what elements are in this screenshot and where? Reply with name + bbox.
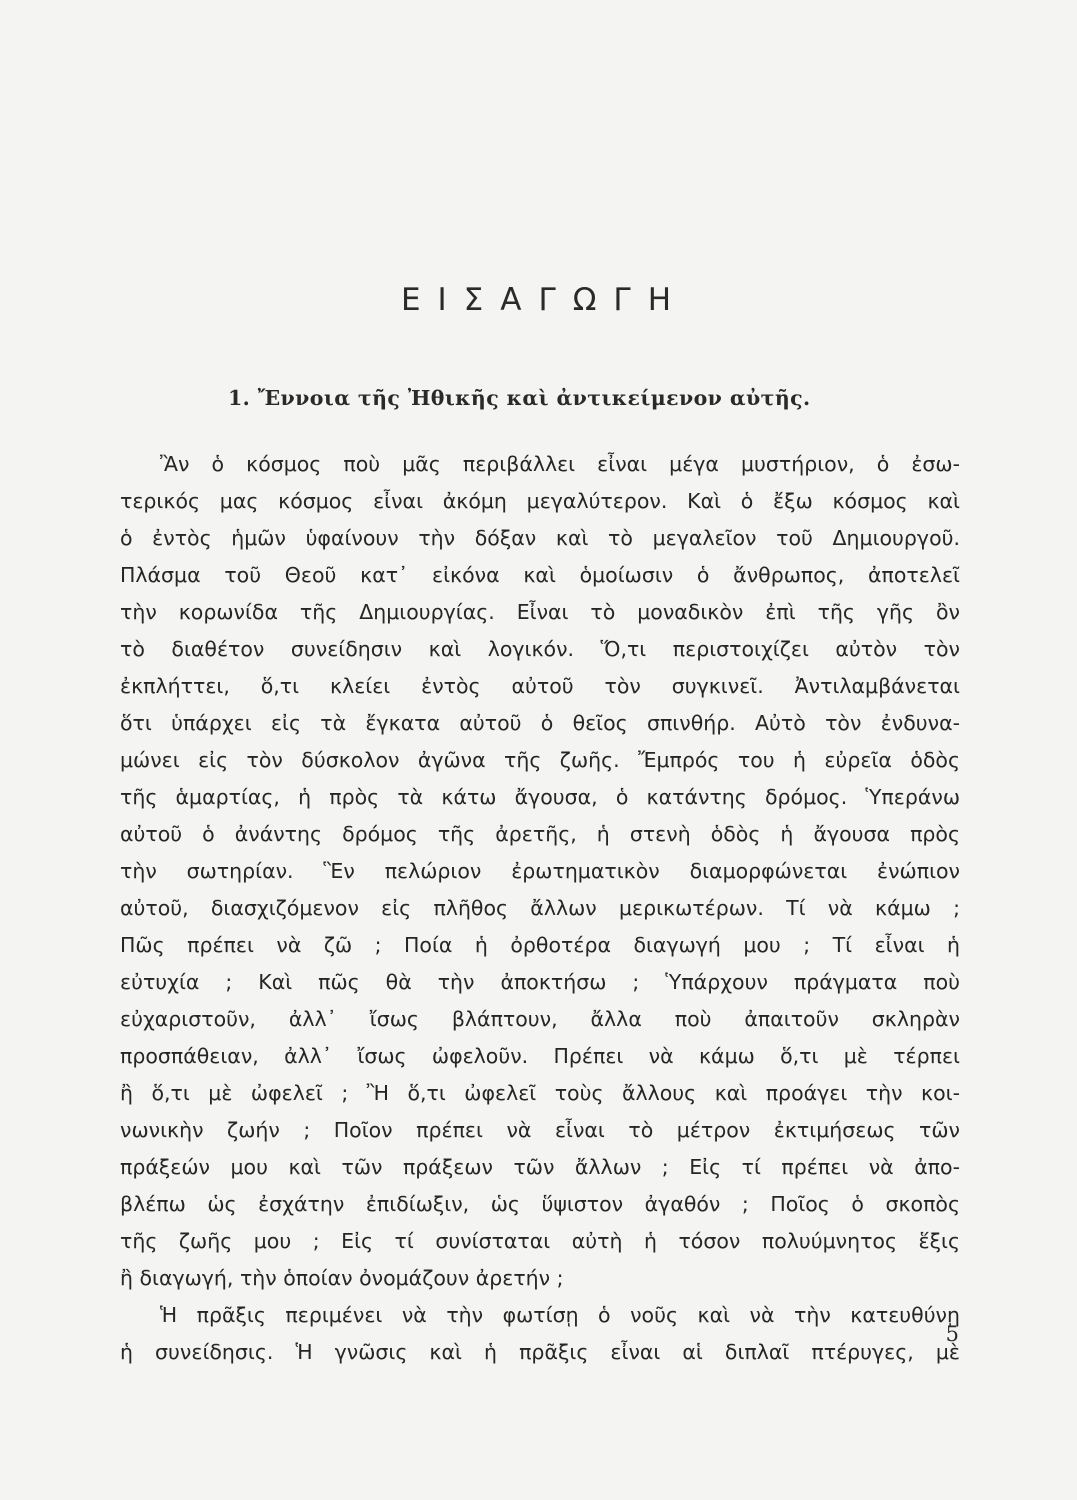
text-line: τὸ διαθέτον συνείδησιν καὶ λογικόν. Ὅ,τι περιστοιχίζει αὐτὸν τὸν bbox=[120, 637, 960, 661]
text-line: τὴν σωτηρίαν. Ἓν πελώριον ἐρωτηματικὸν διαμορφώνεται ἐνώπιον bbox=[120, 859, 960, 883]
text-line: μώνει εἰς τὸν δύσκολον ἀγῶνα τῆς ζωῆς. Ἔμπρός του ἡ εὐρεῖα ὁδὸς bbox=[120, 748, 960, 772]
text-line: αὐτοῦ ὁ ἀνάντης δρόμος τῆς ἀρετῆς, ἡ στενὴ ὁδὸς ἡ ἄγουσα πρὸς bbox=[120, 822, 960, 846]
text-line: ὁ ἐντὸς ἡμῶν ὑφαίνουν τὴν δόξαν καὶ τὸ μεγαλεῖον τοῦ Δημιουργοῦ. bbox=[120, 526, 960, 550]
section-heading: 1. Ἔννοια τῆς Ἠθικῆς καὶ ἀντικείμενον αὐτῆς. bbox=[228, 386, 811, 410]
text-line: εὐχαριστοῦν, ἀλλ᾽ ἴσως βλάπτουν, ἄλλα ποὺ ἀπαιτοῦν σκληρὰν bbox=[120, 1007, 960, 1031]
text-line: ἢ ὅ,τι μὲ ὠφελεῖ ; Ἢ ὅ,τι ὠφελεῖ τοὺς ἄλλους καὶ προάγει τὴν κοι- bbox=[120, 1081, 960, 1105]
text-line: τῆς ἁμαρτίας, ἡ πρὸς τὰ κάτω ἄγουσα, ὁ κατάντης δρόμος. Ὑπεράνω bbox=[120, 785, 960, 809]
text-line: ὅτι ὑπάρχει εἰς τὰ ἔγκατα αὐτοῦ ὁ θεῖος σπινθήρ. Αὐτὸ τὸν ἐνδυνα- bbox=[120, 711, 960, 735]
body-text bbox=[120, 446, 960, 1371]
text-line: ἢ διαγωγή, τὴν ὁποίαν ὀνομάζουν ἀρετήν ; bbox=[120, 1266, 564, 1290]
text-line: Ἂν ὁ κόσμος ποὺ μᾶς περιβάλλει εἶναι μέγα μυστήριον, ὁ ἐσω- bbox=[160, 452, 960, 476]
text-line: τερικός μας κόσμος εἶναι ἀκόμη μεγαλύτερον. Καὶ ὁ ἔξω κόσμος καὶ bbox=[120, 489, 960, 513]
paragraph-2 bbox=[120, 1297, 960, 1371]
paragraph-1 bbox=[120, 446, 960, 1297]
text-line: ἡ συνείδησις. Ἡ γνῶσις καὶ ἡ πρᾶξις εἶναι αἱ διπλαῖ πτέρυγες, μὲ bbox=[120, 1340, 960, 1364]
text-line: βλέπω ὡς ἐσχάτην ἐπιδίωξιν, ὡς ὕψιστον ἀγαθόν ; Ποῖος ὁ σκοπὸς bbox=[120, 1192, 960, 1216]
chapter-title: ΕΙΣΑΓΩΓΗ bbox=[400, 282, 689, 318]
text-line: Ἡ πρᾶξις περιμένει νὰ τὴν φωτίσῃ ὁ νοῦς καὶ νὰ τὴν κατευθύνῃ bbox=[160, 1303, 960, 1327]
text-line: πράξεών μου καὶ τῶν πράξεων τῶν ἄλλων ; Εἰς τί πρέπει νὰ ἀπο- bbox=[120, 1155, 960, 1179]
text-line: αὐτοῦ, διασχιζόμενον εἰς πλῆθος ἄλλων μερικωτέρων. Τί νὰ κάμω ; bbox=[120, 896, 960, 920]
text-line: εὐτυχία ; Καὶ πῶς θὰ τὴν ἀποκτήσω ; Ὑπάρχουν πράγματα ποὺ bbox=[120, 970, 960, 994]
text-line: προσπάθειαν, ἀλλ᾽ ἴσως ὠφελοῦν. Πρέπει νὰ κάμω ὅ,τι μὲ τέρπει bbox=[120, 1044, 960, 1068]
text-line: ἐκπλήττει, ὅ,τι κλείει ἐντὸς αὐτοῦ τὸν συγκινεῖ. Ἀντιλαμβάνεται bbox=[120, 674, 960, 698]
text-line: τῆς ζωῆς μου ; Εἰς τί συνίσταται αὐτὴ ἡ τόσον πολυύμνητος ἕξις bbox=[120, 1229, 960, 1253]
text-line: τὴν κορωνίδα τῆς Δημιουργίας. Εἶναι τὸ μοναδικὸν ἐπὶ τῆς γῆς ὂν bbox=[120, 600, 960, 624]
page-number: 5 bbox=[945, 1322, 959, 1346]
text-line: Πῶς πρέπει νὰ ζῶ ; Ποία ἡ ὀρθοτέρα διαγωγή μου ; Τί εἶναι ἡ bbox=[120, 933, 960, 957]
text-line: Πλάσμα τοῦ Θεοῦ κατ᾽ εἰκόνα καὶ ὁμοίωσιν ὁ ἄνθρωπος, ἀποτελεῖ bbox=[120, 563, 960, 587]
text-line: νωνικὴν ζωήν ; Ποῖον πρέπει νὰ εἶναι τὸ μέτρον ἐκτιμήσεως τῶν bbox=[120, 1118, 960, 1142]
